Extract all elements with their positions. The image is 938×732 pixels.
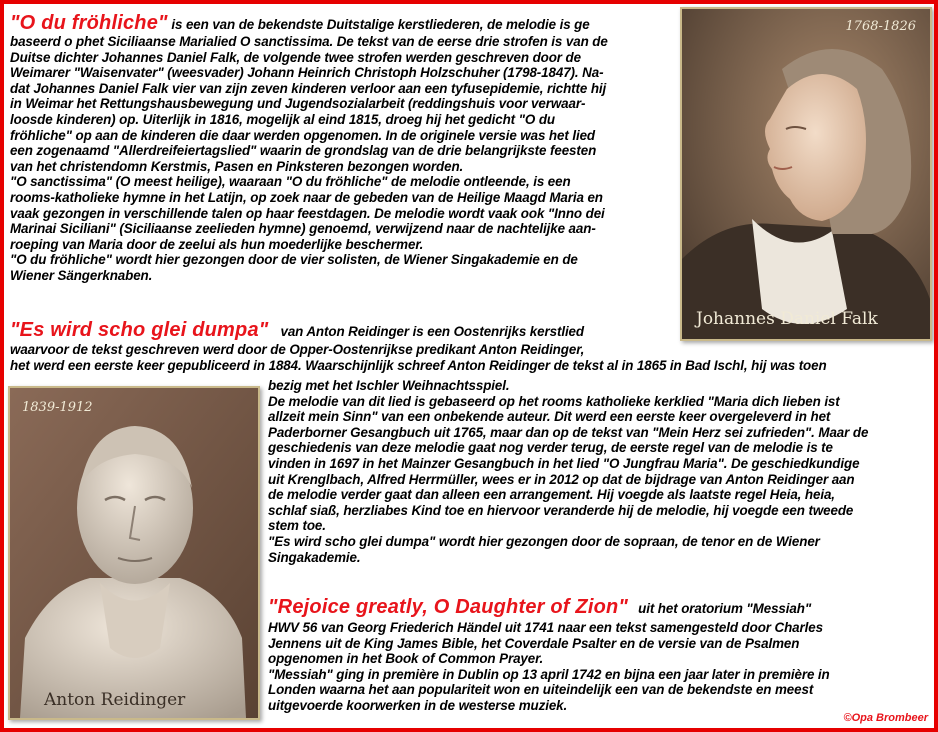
text-line: stem toe. [268,518,326,534]
text-line: Londen waarna het aan populariteit won en uiteindelijk een van de bekendste en meest [268,682,814,698]
section-o-du-frohliche [10,12,608,284]
text-line: "O du fröhliche" wordt hier gezongen door de vier solisten, de Wiener Singakademie en de [10,252,578,268]
song-title-rejoice-greatly: "Rejoice greatly, O Daughter of Zion" [268,596,629,618]
intro-line: uit het oratorium "Messiah" [638,601,812,616]
portrait-caption: Johannes Daniel Falk [696,309,878,329]
portrait-caption: Anton Reidinger [44,690,186,710]
text-line: schlaf siaß, herzliabes Kind toe en hiervoor veranderde hij de melodie, hij voegde een tweede [268,502,854,518]
song-title-es-wird-scho-glei-dumpa: "Es wird scho glei dumpa" [10,319,269,341]
text-line: uitgevoerde koorwerken in de westerse muziek. [268,697,568,713]
text-line: vinden in 1697 in het Mainzer Gesangbuch in het lied "O Jungfrau Maria". De geschiedkundige [268,455,860,471]
document-page [4,4,934,728]
text-line: Paderborner Gesangbuch uit 1765, maar dan op de tekst van "Mein Herz sei zufrieden". Maar de [268,424,869,440]
bust-image [10,388,258,718]
text-line: HWV 56 van Georg Friederich Händel uit 1741 naar een tekst samengesteld door Charles [268,620,823,635]
text-line: waarvoor de tekst geschreven werd door de Opper-Oostenrijkse predikant Anton Reidinger, [10,342,585,357]
song-title-o-du-frohliche: "O du fröhliche" [10,12,168,34]
text-line: Singakademie. [268,549,361,565]
paragraph-lines [10,34,608,284]
text-line: een zogenaamd "Allerdreifeiertagslied" waarin de grondslag van de drie belangrijkste feesten [10,143,597,159]
text-line: van het christendomn Kerstmis, Pasen en Pinksteren bezongen worden. [10,158,464,174]
text-line: fröhliche" op aan de kinderen die daar werden opgenomen. In de originele versie was het lied [10,127,595,143]
text-line: roeping van Maria door de zeelui als hun moederlijke beschermer. [10,236,424,252]
section-rejoice-greatly [268,594,830,714]
text-line: geschiedenis van deze melodie gaat nog verder terug, de eerste regel van de melodie is te [268,440,833,456]
text-line: Marinai Siciliani" (Siciliaanse zeelieden hymne) genoemd, verwijzend naar de nachtelijke aan- [10,221,596,237]
text-line: het werd een eerste keer gepubliceerd in 1884. Waarschijnlijk schreef Anton Reidinger de tekst al in 1865 in Bad Ischl, hij was toen [10,357,827,373]
copyright-notice: ©Opa Brombeer [843,712,928,724]
text-line: "Es wird scho glei dumpa" wordt hier gezongen door de sopraan, de tenor en de Wiener [268,533,820,549]
text-line: "O sanctissima" (O meest heilige), waaraan "O du fröhliche" de melodie ontleende, is een [10,174,571,190]
text-line: "Messiah" ging in première in Dublin op 13 april 1742 en bijna een jaar later in première in [268,666,830,682]
text-line: Wiener Sängerknaben. [10,267,153,283]
portrait-image [682,9,930,339]
text-line: de melodie verder gaat dan alleen een arrangement. Hij voegde als laatste regel Heia, heia, [268,487,835,503]
portrait-years: 1768-1826 [845,19,916,34]
text-line: Weimarer "Waisenvater" (weesvader) Johann Heinrich Christoph Holzschuher (1798-1847). Na- [10,65,604,81]
text-line: vaak gezongen in verschillende talen op haar feestdagen. De melodie wordt vaak ook "Inno dei [10,205,605,221]
section-es-wird-scho-glei-dumpa-body [268,378,868,565]
intro-line: van Anton Reidinger is een Oostenrijks kerstlied [280,324,584,339]
paragraph-lines-wide [10,342,827,373]
portrait-years: 1839-1912 [22,400,93,415]
text-line: baseerd o phet Siciliaanse Marialied O sanctissima. De tekst van de eerse drie strofen is van de [10,34,608,49]
text-line: dat Johannes Daniel Falk vier van zijn zeven kinderen verloor aan een tyfusepidemie, richtte hij [10,80,607,96]
text-line: bezig met het Ischler Weihnachtsspiel. [268,378,510,393]
text-line: allzeit mein Sinn" van een onbekende auteur. Dit werd een eerste keer overgeleverd in het [268,409,831,425]
text-line: De melodie van dit lied is gebaseerd op het rooms katholieke kerklied "Maria dich lieben ist [268,393,840,409]
text-line: loosde kinderen) op. Uiterlijk in 1816, mogelijk al eind 1815, droeg hij het gedicht "O du [10,111,555,127]
intro-line: is een van de bekendste Duitstalige kerstliederen, de melodie is ge [167,17,590,32]
text-line: rooms-katholieke hymne in het Latijn, op zoek naar de gebeden van de Heilige Maagd Maria en [10,189,603,205]
text-line: uit Krenglbach, Alfred Herrmüller, wees er in 2012 op dat de bijdrage van Anton Reidinger aan [268,471,855,487]
text-line: Duitse dichter Johannes Daniel Falk, de volgende twee strofen werden geschreven door de [10,49,581,65]
section-es-wird-scho-glei-dumpa [10,318,827,373]
portrait-johannes-daniel-falk [680,7,932,341]
paragraph-lines [268,378,868,565]
text-line: in Weimar het Rettungshausbewegung und Jugendsozialarbeit (reddingshuis voor verwaar- [10,96,586,112]
portrait-anton-reidinger [8,386,260,720]
text-line: opgenomen in het Book of Common Prayer. [268,651,544,667]
paragraph-lines [268,620,830,714]
text-line: Jennens uit de King James Bible, het Coverdale Psalter en de versie van de Psalmen [268,635,800,651]
